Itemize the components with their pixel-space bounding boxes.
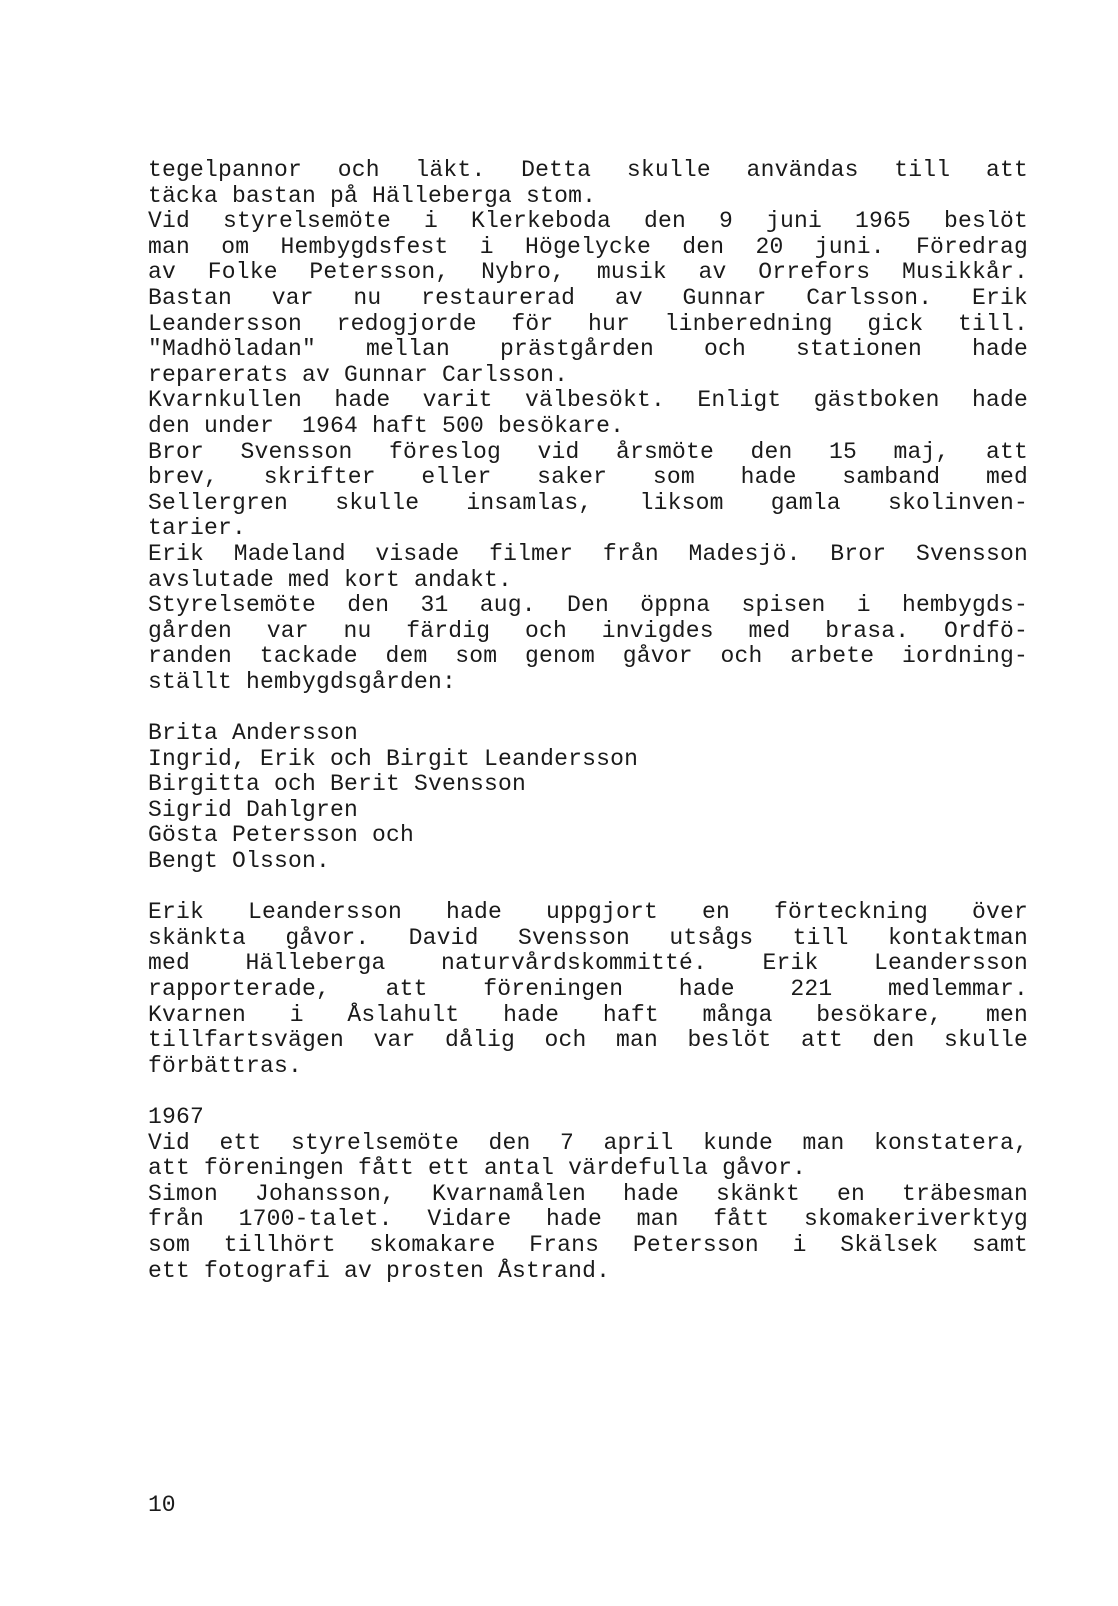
text-line: skänkta gåvor. David Svensson utsågs till kontaktman [148, 924, 1028, 951]
text-line: Gösta Petersson och [148, 822, 415, 849]
text-line: Bror Svensson föreslog vid årsmöte den 15 maj, att [148, 438, 1028, 465]
text-line: Ingrid, Erik och Birgit Leandersson [148, 745, 639, 772]
text-line: Simon Johansson, Kvarnamålen hade skänkt en träbesman [148, 1180, 1028, 1207]
text-line: förbättras. [148, 1052, 303, 1079]
text-line: Erik Madeland visade filmer från Madesjö. Bror Svensson [148, 540, 1028, 567]
text-line: med Hälleberga naturvårdskommitté. Erik Leandersson [148, 950, 1028, 977]
text-line: Sigrid Dahlgren [148, 796, 359, 823]
text-line: täcka bastan på Hälleberga stom. [148, 182, 597, 209]
text-line: tarier. [148, 515, 247, 542]
text-line: ett fotografi av prosten Åstrand. [148, 1257, 611, 1284]
text-line: tegelpannor och läkt. Detta skulle användas till att [148, 157, 1028, 183]
text-line: som tillhört skomakare Frans Petersson i Skälsek samt [148, 1231, 1028, 1258]
text-line: Bastan var nu restaurerad av Gunnar Carlsson. Erik [148, 284, 1028, 311]
text-line: Styrelsemöte den 31 aug. Den öppna spisen i hembygds- [148, 592, 1028, 619]
text-line: Erik Leandersson hade uppgjort en förteckning över [148, 899, 1028, 926]
text-line: randen tackade dem som genom gåvor och arbete iordning- [148, 643, 1028, 670]
text-line: Vid styrelsemöte i Klerkeboda den 9 juni 1965 beslöt [148, 208, 1028, 235]
text-line: från 1700-talet. Vidare hade man fått skomakeriverktyg [148, 1206, 1028, 1233]
text-line: man om Hembygdsfest i Högelycke den 20 juni. Föredrag [148, 233, 1028, 260]
text-line: Vid ett styrelsemöte den 7 april kunde man konstatera, [148, 1129, 1028, 1156]
text-line: brev, skrifter eller saker som hade samband med [148, 464, 1028, 491]
text-line: Kvarnen i Åslahult hade haft många besökare, men [148, 1001, 1028, 1028]
text-line: Leandersson redogjorde för hur linberedning gick till. [148, 310, 1028, 337]
blank-line [148, 695, 1028, 721]
page-number: 10 [148, 1492, 176, 1518]
blank-line [148, 1079, 1028, 1105]
text-line: "Madhöladan" mellan prästgården och stationen hade [148, 336, 1028, 363]
text-line: den under 1964 haft 500 besökare. [148, 412, 625, 439]
blank-line [148, 875, 1028, 901]
text-line: Sellergren skulle insamlas, liksom gamla skolinven- [148, 489, 1028, 516]
text-line: 1967 [148, 1103, 205, 1130]
text-line: gården var nu färdig och invigdes med brasa. Ordfö- [148, 617, 1028, 644]
text-line: reparerats av Gunnar Carlsson. [148, 361, 569, 388]
text-line: Bengt Olsson. [148, 848, 331, 875]
text-line: av Folke Petersson, Nybro, musik av Orrefors Musikkår. [148, 259, 1028, 286]
paragraph [148, 721, 1028, 875]
paragraph [148, 158, 1028, 695]
text-line: Kvarnkullen hade varit välbesökt. Enligt gästboken hade [148, 387, 1028, 414]
text-line: att föreningen fått ett antal värdefulla gåvor. [148, 1155, 807, 1182]
text-line: tillfartsvägen var dålig och man beslöt att den skulle [148, 1027, 1028, 1054]
text-line: ställt hembygdsgården: [148, 668, 457, 695]
document-body [148, 158, 1028, 1284]
text-line: avslutade med kort andakt. [148, 566, 513, 593]
paragraph [148, 1105, 1028, 1284]
paragraph [148, 900, 1028, 1079]
text-line: Brita Andersson [148, 720, 359, 747]
text-line: Birgitta och Berit Svensson [148, 771, 527, 798]
text-line: rapporterade, att föreningen hade 221 medlemmar. [148, 976, 1028, 1002]
